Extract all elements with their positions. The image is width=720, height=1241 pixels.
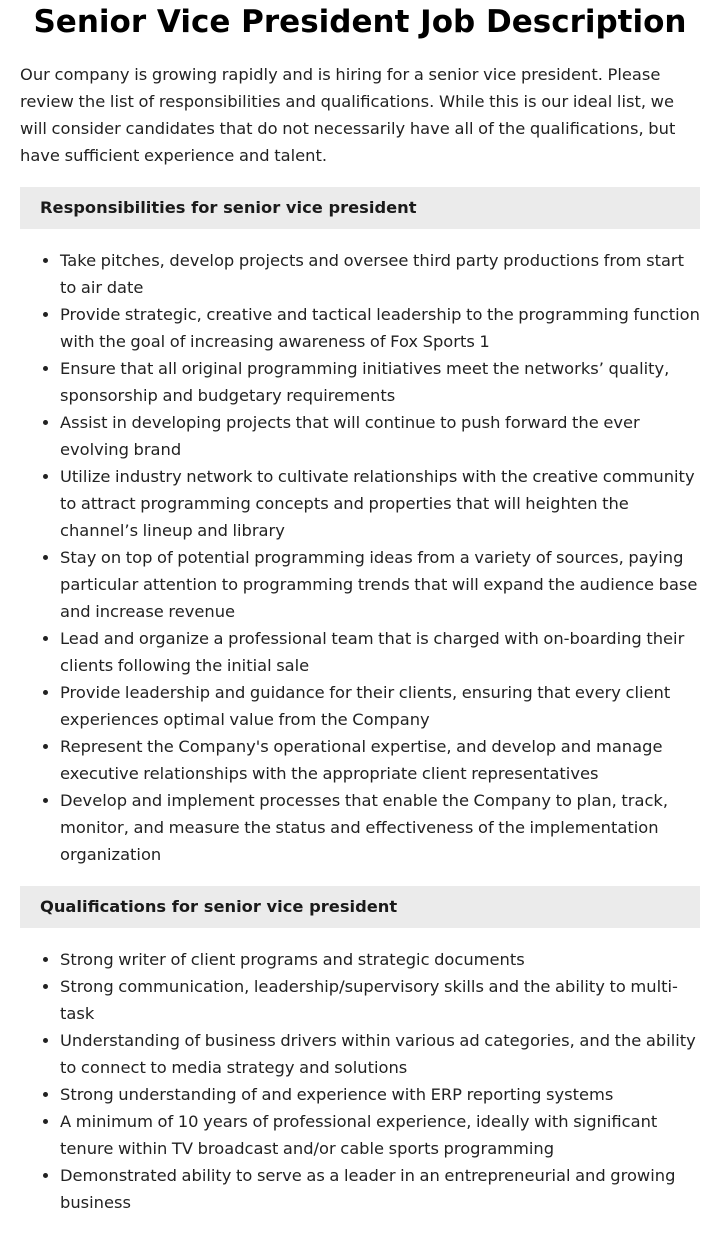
list-item: • Provide strategic, creative and tactical leadership to the programming function with the goal of increasing awareness of Fox Sports 1 — [60, 301, 700, 355]
list-item: • Represent the Company's operational expertise, and develop and manage executive relationships with the appropriate client representatives — [60, 733, 700, 787]
list-item: • Stay on top of potential programming ideas from a variety of sources, paying particular attention to programming trends that will expand the audience base and increase revenue — [60, 544, 700, 625]
qualifications-list — [20, 946, 700, 1216]
intro-paragraph: Our company is growing rapidly and is hiring for a senior vice president. Please review the list of responsibilities and qualifications. While this is our ideal list, we will consider candidates that do not necessarily have all of the qualifications, but have sufficient experience and talent. — [20, 65, 676, 165]
list-item: • A minimum of 10 years of professional experience, ideally with significant tenure within TV broadcast and/or cable sports programming — [60, 1108, 700, 1162]
list-item: • Develop and implement processes that enable the Company to plan, track, monitor, and measure the status and effectiveness of the implementation organization — [60, 787, 700, 868]
list-item: • Provide leadership and guidance for their clients, ensuring that every client experiences optimal value from the Company — [60, 679, 700, 733]
list-item: • Understanding of business drivers within various ad categories, and the ability to connect to media strategy and solutions — [60, 1027, 700, 1081]
list-item: • Assist in developing projects that will continue to push forward the ever evolving brand — [60, 409, 700, 463]
responsibilities-heading: Responsibilities for senior vice president — [20, 187, 700, 229]
list-item: • Strong understanding of and experience with ERP reporting systems — [60, 1081, 700, 1108]
responsibilities-list — [20, 247, 700, 868]
qualifications-heading: Qualifications for senior vice president — [20, 886, 700, 928]
list-item: • Take pitches, develop projects and oversee third party productions from start to air date — [60, 247, 700, 301]
list-item: • Strong communication, leadership/supervisory skills and the ability to multi-task — [60, 973, 700, 1027]
list-item: • Ensure that all original programming initiatives meet the networks’ quality, sponsorship and budgetary requirements — [60, 355, 700, 409]
list-item: • Strong writer of client programs and strategic documents — [60, 946, 700, 973]
list-item: • Demonstrated ability to serve as a leader in an entrepreneurial and growing business — [60, 1162, 700, 1216]
list-item: • Utilize industry network to cultivate relationships with the creative community to attract programming concepts and properties that will heighten the channel’s lineup and library — [60, 463, 700, 544]
list-item: • Lead and organize a professional team that is charged with on-boarding their clients following the initial sale — [60, 625, 700, 679]
page-title: Senior Vice President Job Description — [33, 4, 687, 40]
